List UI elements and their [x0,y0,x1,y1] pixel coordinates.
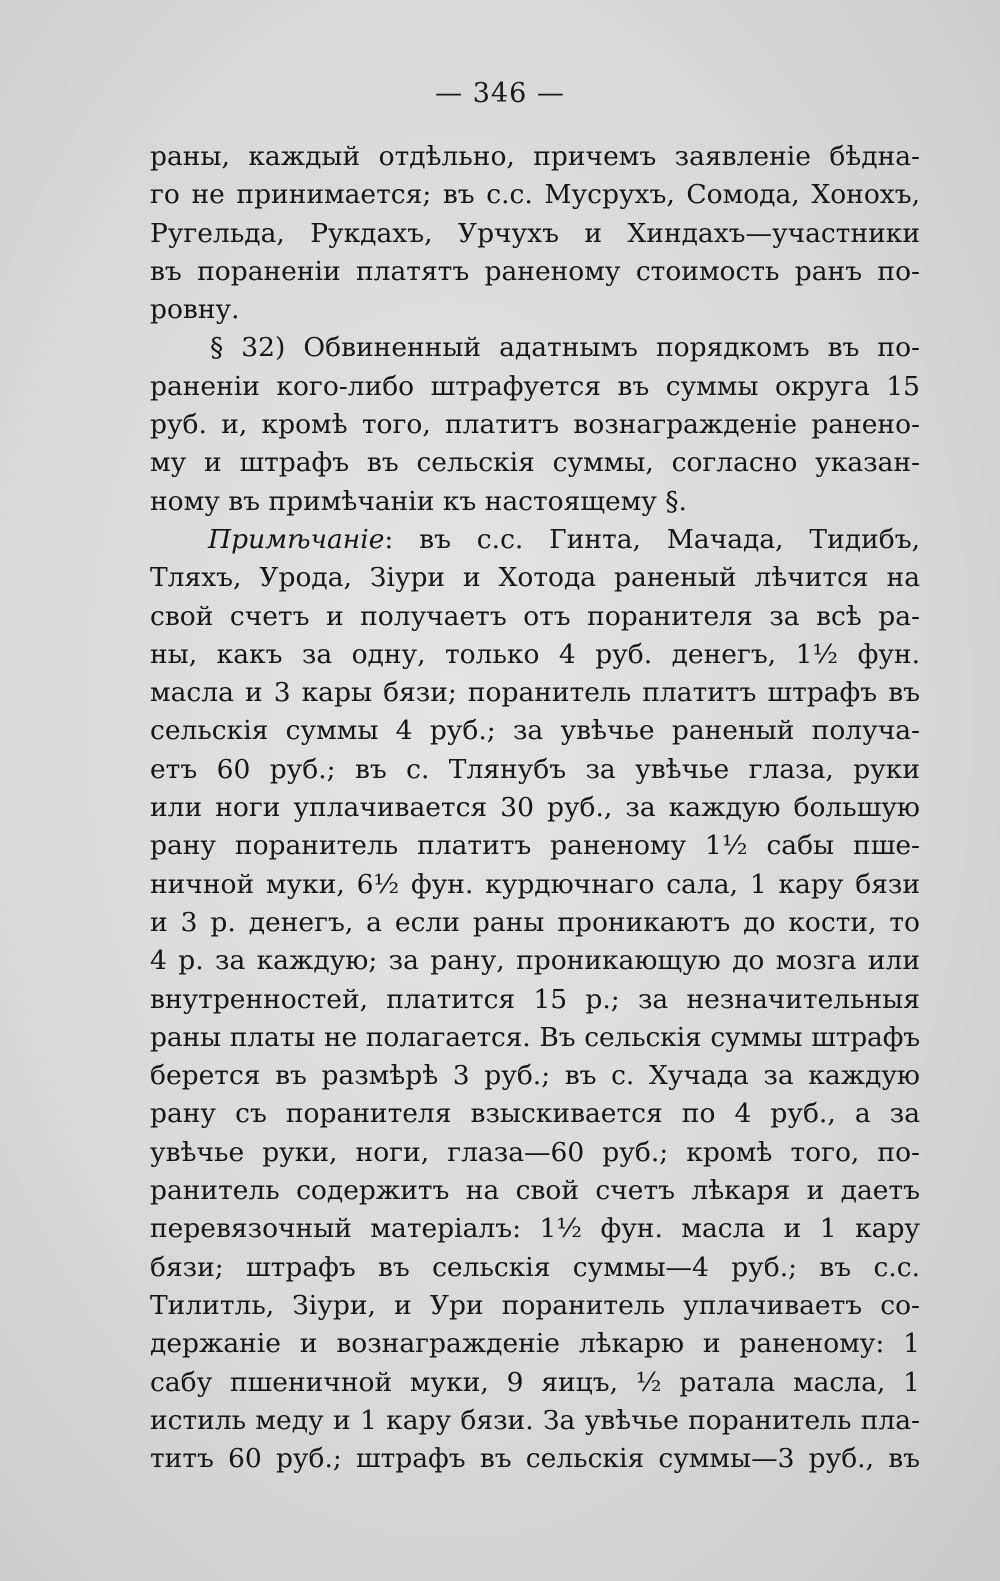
text-line: етъ 60 руб.; въ с. Тлянубъ за увѣчье глаза, руки [150,753,920,785]
text-line: му и штрафъ въ сельскія суммы, согласно указан- [150,447,920,479]
text-line: рану съ поранителя взыскивается по 4 руб., а за [150,1098,920,1130]
text-line: сельскія суммы 4 руб.; за увѣчье раненый получа- [150,715,920,747]
note-first-line [150,521,920,559]
text-line: ны, какъ за одну, только 4 руб. денегъ, 1½ фун. [150,638,920,670]
text-line: раненіи кого-либо штрафуется въ суммы округа 15 [150,370,920,402]
text-line: Тляхъ, Урода, Зіури и Хотода раненый лѣчится на [150,562,920,594]
text-line: сабу пшеничной муки, 9 яицъ, ½ ратала масла, 1 [150,1366,920,1398]
text-line: увѣчье руки, ноги, глаза—60 руб.; кромѣ того, по- [150,1136,920,1168]
text-line: или ноги уплачивается 30 руб., за каждую большую [150,792,920,824]
text-line: бязи; штрафъ въ сельскія суммы—4 руб.; въ с.с. [150,1251,920,1283]
section-heading-line: § 32) Обвиненный адатнымъ порядкомъ въ по- [210,332,920,364]
text-line: берется въ размѣрѣ 3 руб.; въ с. Хучада за каждую [150,1060,920,1092]
text-line: раны платы не полагается. Въ сельскія суммы штрафъ [150,1021,920,1053]
text-line: масла и 3 кары бязи; поранитель платитъ штрафъ въ [150,677,920,709]
text-line: титъ 60 руб.; штрафъ въ сельскія суммы—3 руб., въ [150,1443,920,1475]
page-body [150,138,920,1478]
text-line: го не принимается; въ с.с. Мусрухъ, Сомода, Хонохъ, [150,179,920,211]
text-line: ничной муки, 6½ фун. курдючнаго сала, 1 кару бязи [150,868,920,900]
text-line: 4 р. за каждую; за рану, проникающую до мозга или [150,945,920,977]
text-line: перевязочный матеріалъ: 1½ фун. масла и 1 кару [150,1213,920,1245]
text-line: свой счетъ и получаетъ отъ поранителя за всѣ ра- [150,600,920,632]
text-line: истиль меду и 1 кару бязи. За увѣчье поранитель пла- [150,1404,920,1436]
text-line: внутренностей, платится 15 р.; за незначительныя [150,983,920,1015]
page-number: — 346 — [435,78,565,109]
note-first-line-text: : въ с.с. Гинта, Мачада, Тидибъ, [384,523,920,555]
text-line: ранитель содержитъ на свой счетъ лѣкаря и даетъ [150,1175,920,1207]
text-line: раны, каждый отдѣльно, причемъ заявленіе бѣдна- [150,141,920,172]
text-line: ному въ примѣчаніи къ настоящему §. [150,485,687,517]
text-line: въ пораненіи платятъ раненому стоимость ранъ по- [150,255,920,287]
text-line: рану поранитель платитъ раненому 1½ сабы пше- [150,830,920,862]
text-line: Ругельда, Рукдахъ, Урчухъ и Хиндахъ—участники [150,217,920,249]
text-line: ровну. [150,294,240,326]
text-line: Тилитль, Зіури, и Ури поранитель уплачиваетъ со- [150,1289,920,1321]
text-line: держаніе и вознагражденіе лѣкарю и раненому: 1 [150,1328,920,1360]
text-line: руб. и, кромѣ того, платитъ вознагражденіе ранено- [150,409,920,441]
note-label: Примѣчаніе [208,523,385,555]
text-line: и 3 р. денегъ, а если раны проникаютъ до кости, то [150,906,920,938]
